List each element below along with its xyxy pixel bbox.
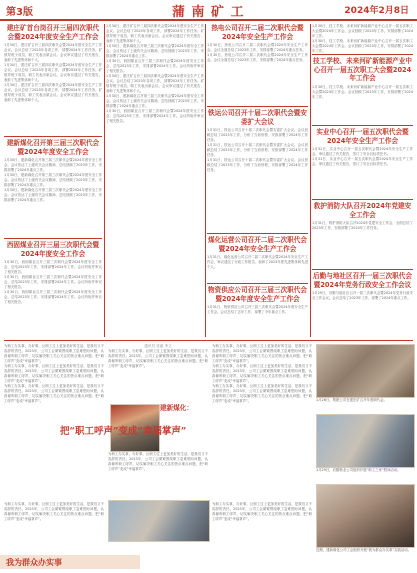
feature-body: 为职工办实事，办好事，让职工过上更加美好的生活，是我们义不容辞的责任。2023年，公司工会紧紧围绕职工急难愁盼问题，认真倾听职工呼声，切实解决职工关心关注的热点难点问题，把“职工呼声”变成“幸福掌声”。 <box>108 452 208 471</box>
article-body-continued: 1月31日，铁运公司召开十届二次职代会暨安委扩大会议。会议回顾总结了2023年工作，分析了当前形势，安排部署了2024年工作任务。 <box>207 158 308 172</box>
photo-bottom <box>316 484 415 548</box>
article-body: 为职工办实事，办好事，让职工过上更加美好的生活，是我们义不容辞的责任。2023年，公司工会紧紧围绕职工急难愁盼问题，认真倾听职工呼声，切实解决职工关心关注的热点难点问题，把“职工呼声”变成“幸福掌声”。 <box>4 502 104 521</box>
bottom-article-right <box>212 502 312 558</box>
article-body: 1月30日，热电公司召开二届二次职代会暨2024年安全生产工作会。会议全面总结了2023年工作，安排部署了2024年重点任务。 <box>207 43 308 52</box>
headline: 西固煤业召开三届三次职代会暨2024年度安全工作会 <box>6 241 100 258</box>
headline: 技工学校、未来河矿新能源产业中心召开一届五次职工大会暨2024年工作会 <box>313 57 412 82</box>
headline: 后勤与地社区召开一届三次职代会暨2024年党务行政安全工作会议 <box>313 272 412 289</box>
article-body: 1月30日，技工学校、未来河矿新能源产业中心召开一届五次职工大会暨2024年工作会。会议回顾了2023年工作，安排部署了2024年工作。 <box>312 84 413 99</box>
feature-body: 为职工办实事，办好事，让职工过上更加美好的生活，是我们义不容辞的责任。2023年，公司工会紧紧围绕职工急难愁盼问题，认真倾听职工呼声，切实解决职工关心关注的热点难点问题，把“职工呼声”变成“幸福掌声”。 <box>4 344 104 363</box>
divider <box>312 199 413 200</box>
article-body-continued: 1月31日，实业中心召开一届五次职代会暨2024年安全生产工作会，审议通过了有关报告，签订了安全目标责任书。 <box>312 157 413 166</box>
headline: 建庄矿首台岗召开三届四次职代会暨2024年度安全生产工作会 <box>6 24 100 41</box>
feature-column-3 <box>212 344 312 498</box>
photo-caption-1: 1月26日，集团公司在建庄矿召开年度职代会。 <box>316 398 387 402</box>
article-body-continued: 1月30日，建新煤化召开第三届三次职代会暨2024年度安全工作会。会议传达了上级有关会议精神，总结回顾了2023年工作，安排部署了2024年重点工作。 <box>4 173 102 187</box>
feature-subheading: 建新煤化： <box>160 404 193 412</box>
article-thermal <box>207 24 308 84</box>
article-body: 1月29日，后勤与地社区召开一届三次职代会暨2024年党务行政安全工作会议。会议总结了2023年工作，部署了2024年重点工作。 <box>312 291 413 300</box>
feature-column-1 <box>4 344 104 498</box>
masthead <box>0 0 417 21</box>
article-body: 1月31日，铁运公司召开十届二次职代会暨安委扩大会议。会议回顾总结了2023年工作，分析了当前形势，安排部署了2024年工作任务。 <box>207 128 308 142</box>
divider <box>312 54 413 55</box>
article-body: 1月30日，建新煤化召开第三届三次职代会暨2024年度安全工作会。会议传达了上级有关会议精神，总结回顾了2023年工作，安排部署了2024年重点工作。 <box>106 94 204 108</box>
bottom-banner <box>0 555 140 569</box>
article-body-continued: 1月30日，热电公司召开二届二次职代会暨2024年安全生产工作会。会议全面总结了2023年工作，安排部署了2024年重点任务。 <box>207 53 308 62</box>
article-body-continued: 1月30日，建庄矿召开三届四次职代会暨2024年度安全生产工作会议。会议总结了2023年各项工作，部署2024年工作任务。矿领导班子成员、职工代表出席会议。会议审议通过了有关报告，表彰了先进集体和个人。 <box>4 83 102 102</box>
article-column-2-lead <box>106 24 204 242</box>
headline: 铁运公司召开十届二次职代会暨安委扩大会议 <box>208 109 307 126</box>
divider <box>207 233 308 234</box>
headline: 救护消防大队召开2024年党建安全工作会 <box>313 202 412 219</box>
article-body: 1月31日，煤化运营公司召开二届二次职代会暨2024年安全生产工作会，审议通过了行政工作报告，表彰了2023年度先进集体和先进个人。 <box>207 255 308 269</box>
divider <box>312 269 413 270</box>
feature-body: 为职工办实事，办好事，让职工过上更加美好的生活，是我们义不容辞的责任。2023年，公司工会紧紧围绕职工急难愁盼问题，认真倾听职工呼声，切实解决职工关心关注的热点难点问题，把“职工呼声”变成“幸福掌声”。 <box>212 344 312 363</box>
article-supply <box>207 286 308 338</box>
article-industry-center <box>312 128 413 198</box>
feature-body-continued: 为职工办实事，办好事，让职工过上更加美好的生活，是我们义不容辞的责任。2023年，公司工会紧紧围绕职工急难愁盼问题，认真倾听职工呼声，切实解决职工关心关注的热点难点问题，把“职工呼声”变成“幸福掌声”。 <box>4 384 104 403</box>
photo-bottom-left <box>108 500 210 542</box>
article-body: 1月30日，技工学校、未来河矿新能源产业中心召开一届五次职工大会暨2024年工作会。会议回顾了2023年工作，安排部署了2024年工作。 <box>312 24 413 38</box>
feature-title: 把“职工呼声”变成“幸福掌声” <box>60 426 187 437</box>
page-label: 第3版 <box>6 7 33 18</box>
bottom-banner-label: 我为群众办实事 <box>6 557 62 567</box>
article-body: 1月30日，技工学校、未来河矿新能源产业中心召开一届五次职工大会暨2024年工作会。会议回顾了2023年工作，安排部署了2024年工作。 <box>312 39 413 53</box>
column-rule <box>104 24 105 337</box>
paper-name: 蒲 南 矿 工 <box>172 5 245 20</box>
feature-byline: 通讯员 张丽 李文 <box>144 344 172 348</box>
article-body: 1月31日，物资供应公司召开三届三次职代会暨2024年度安全生产工作会。会议总结了去年工作，部署了今年重点工作。 <box>207 305 308 314</box>
feature-body: 为职工办实事，办好事，让职工过上更加美好的生活，是我们义不容辞的责任。2023年，公司工会紧紧围绕职工急难愁盼问题，认真倾听职工呼声，切实解决职工关心关注的热点难点问题，把“职工呼声”变成“幸福掌声”。 <box>108 349 208 368</box>
bottom-article <box>4 502 104 558</box>
divider <box>4 238 102 239</box>
article-body: 1月30日，建新煤化召开第三届三次职代会暨2024年度安全工作会。会议传达了上级有关会议精神，总结回顾了2023年工作，安排部署了2024年重点工作。 <box>4 158 102 172</box>
headline: 热电公司召开二届二次职代会暨2024年安全生产工作会 <box>211 24 304 41</box>
headline: 实业中心召开一届五次职代会暨2024年安全生产工作会 <box>316 128 409 145</box>
divider <box>312 125 413 126</box>
photo-caption-2: 1月29日，后勤物业公司组织开展“职工之家”慰问活动。 <box>316 468 401 472</box>
feature-column-2-lower <box>108 452 208 498</box>
article-body: 1月30日，西固煤业召开三届三次职代会暨2024年度安全工作会，总结2023年工作，安排部署2024年工作。会议听取并审议了相关报告。 <box>106 59 204 73</box>
divider <box>207 283 308 284</box>
divider <box>4 136 102 137</box>
feature-body-continued: 为职工办实事，办好事，让职工过上更加美好的生活，是我们义不容辞的责任。2023年，公司工会紧紧围绕职工急难愁盼问题，认真倾听职工呼声，切实解决职工关心关注的热点难点问题，把“职工呼声”变成“幸福掌声”。 <box>212 384 312 403</box>
column-rule <box>205 24 206 337</box>
article-railway <box>207 109 308 189</box>
divider <box>207 106 308 107</box>
column-rule <box>310 24 311 337</box>
article-body-continued: 1月30日，建新煤化召开第三届三次职代会暨2024年度安全工作会。会议传达了上级有关会议精神，总结回顾了2023年工作，安排部署了2024年重点工作。 <box>4 188 102 202</box>
article-body: 1月30日，建庄矿召开三届四次职代会暨2024年度安全生产工作会议。会议总结了2023年各项工作，部署2024年工作任务。矿领导班子成员、职工代表出席会议。会议审议通过了有关报告，表彰了先进集体和个人。 <box>4 43 102 62</box>
issue-date: 2024年2月8日 <box>344 6 409 16</box>
article-xigu <box>4 241 102 337</box>
photo-caption-bottom: 近期，建新煤化公司工会组织开展“我为群众办实事”实践活动。 <box>316 548 412 552</box>
article-body: 1月31日，实业中心召开一届五次职代会暨2024年安全生产工作会，审议通过了有关报告，签订了安全目标责任书。 <box>312 147 413 156</box>
feature-body-continued: 为职工办实事，办好事，让职工过上更加美好的生活，是我们义不容辞的责任。2023年，公司工会紧紧围绕职工急难愁盼问题，认真倾听职工呼声，切实解决职工关心关注的热点难点问题，把“职工呼声”变成“幸福掌声”。 <box>212 364 312 383</box>
article-body: 1月30日，建庄矿召开三届四次职代会暨2024年度安全生产工作会议。会议总结了2023年各项工作，部署2024年工作任务。矿领导班子成员、职工代表出席会议。会议审议通过了有关报告，表彰了先进集体和个人。 <box>106 74 204 93</box>
feature-body-continued: 为职工办实事，办好事，让职工过上更加美好的生活，是我们义不容辞的责任。2023年，公司工会紧紧围绕职工急难愁盼问题，认真倾听职工呼声，切实解决职工关心关注的热点难点问题，把“职工呼声”变成“幸福掌声”。 <box>4 364 104 383</box>
headline: 建新煤化召开第三届三次职代会暨2024年度安全工作会 <box>6 139 100 156</box>
article-body: 1月30日，西固煤业召开三届三次职代会暨2024年度安全工作会，总结2023年工作，安排部署2024年工作。会议听取并审议了相关报告。 <box>4 260 102 274</box>
section-divider <box>4 340 413 341</box>
feature-column-2 <box>108 344 208 402</box>
article-body-continued: 1月30日，西固煤业召开三届三次职代会暨2024年度安全工作会，总结2023年工作，安排部署2024年工作。会议听取并审议了相关报告。 <box>4 290 102 304</box>
article-body: 1月30日，西固煤业召开三届三次职代会暨2024年度安全工作会，总结2023年工作，安排部署2024年工作。会议听取并审议了相关报告。 <box>106 109 204 123</box>
headline: 煤化运营公司召开二届二次职代会暨2024年安全生产工作会 <box>208 236 307 253</box>
article-rescue <box>312 202 413 266</box>
article-body-continued: 1月31日，铁运公司召开十届二次职代会暨安委扩大会议。会议回顾总结了2023年工作，分析了当前形势，安排部署了2024年工作任务。 <box>207 143 308 157</box>
article-body-continued: 1月30日，西固煤业召开三届三次职代会暨2024年度安全工作会，总结2023年工作，安排部署2024年工作。会议听取并审议了相关报告。 <box>4 275 102 289</box>
article-body: 1月30日，建新煤化召开第三届三次职代会暨2024年度安全工作会。会议传达了上级有关会议精神，总结回顾了2023年工作，安排部署了2024年重点工作。 <box>106 44 204 58</box>
article-body: 为职工办实事，办好事，让职工过上更加美好的生活，是我们义不容辞的责任。2023年，公司工会紧紧围绕职工急难愁盼问题，认真倾听职工呼声，切实解决职工关心关注的热点难点问题，把“职工呼声”变成“幸福掌声”。 <box>212 502 312 521</box>
photo-meeting <box>316 344 415 398</box>
article-body-continued: 1月30日，建庄矿召开三届四次职代会暨2024年度安全生产工作会议。会议总结了2023年各项工作，部署2024年工作任务。矿领导班子成员、职工代表出席会议。会议审议通过了有关报告，表彰了先进集体和个人。 <box>4 63 102 82</box>
article-body: 1月31日，救护消防大队召开2024年党建安全工作会，全面总结了2023年工作，安排部署了2024年工作任务。 <box>312 221 413 230</box>
feature-sub-label <box>160 404 208 424</box>
article-coal-chem <box>207 236 308 282</box>
article-jianxin <box>4 139 102 236</box>
article-jianzhuang <box>4 24 102 134</box>
article-logistics <box>312 272 413 342</box>
photo-activity <box>316 414 415 468</box>
headline: 物资供应公司召开三届三次职代会暨2024年度安全生产工作会 <box>208 286 307 303</box>
article-body: 1月30日，建庄矿召开三届四次职代会暨2024年度安全生产工作会议。会议总结了2023年各项工作，部署2024年工作任务。矿领导班子成员、职工代表出席会议。会议审议通过了有关报告，表彰了先进集体和个人。 <box>106 24 204 43</box>
